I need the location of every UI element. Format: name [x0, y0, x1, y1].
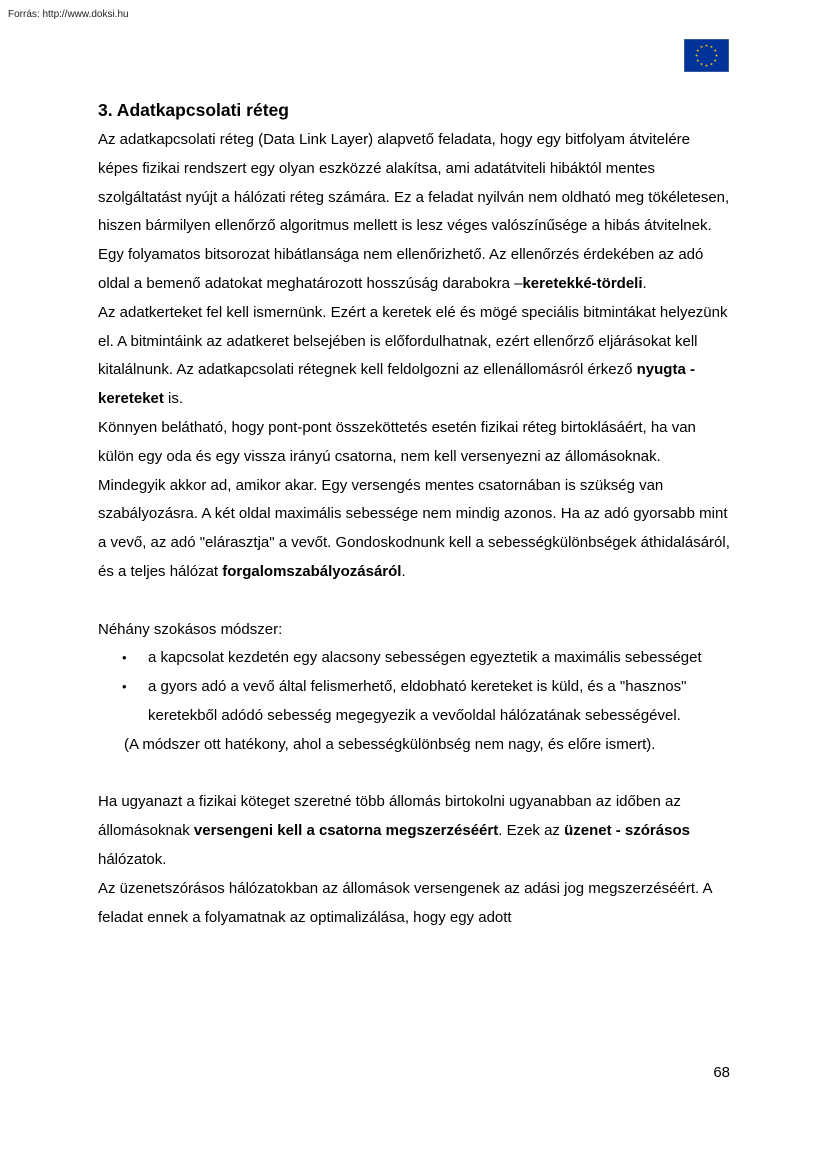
paragraph-intro: Az adatkapcsolati réteg (Data Link Layer) alapvető feladata, hogy egy bitfolyam átvitelére képes fizikai rendszert egy olyan eszközzé alakítsa, ami adatátviteli hibáktól mentes szolgáltatást nyújt a hálózati réteg számára. Ez a feladat nyilván nem oldható meg tökéletesen, hiszen bármilyen ellenőrző algoritmus mellett is lesz véges valószínűsége a hibás átvitelnek.: [98, 131, 730, 235]
list-item-text: a kapcsolat kezdetén egy alacsony sebességen egyeztetik a maximális sebességet: [148, 649, 702, 667]
list-item-text: a gyors adó a vevő által felismerhető, eldobható kereteket is küld, és a "hasznos" keretekből adódó sebesség megegyezik a vevőoldal hálózatának sebességével.: [148, 678, 687, 724]
list-item: [122, 644, 730, 673]
methods-note: (A módszer ott hatékony, ahol a sebességkülönbség nem nagy, és előre ismert).: [124, 735, 656, 753]
spacer: [98, 760, 730, 789]
paragraph-flow-control: [98, 414, 730, 587]
paragraph-frame-recognition: [98, 299, 730, 414]
paragraph-framing: [98, 241, 730, 299]
section-title: 3. Adatkapcsolati réteg: [98, 100, 289, 120]
eu-flag-icon: [684, 39, 729, 72]
paragraph-framing-end: .: [642, 274, 647, 292]
broadcast-term: üzenet - szórásos: [564, 822, 690, 840]
paragraph-frame-recognition-text: Az adatkerteket fel kell ismernünk. Ezért a keretek elé és mögé speciális bitmintákat helyezünk el. A bitmintáink az adatkeret belsejében is előfordulhatnak, ezért ellenőrző eljárásokat kell kitalálnunk. Az adatkapcsolati rétegnek kell feldolgozni az ellenállomásról érkező: [98, 303, 728, 379]
contention-term: versengeni kell a csatorna megszerzéséért: [193, 822, 499, 840]
methods-intro: Néhány szokásos módszer:: [98, 620, 283, 638]
methods-list: [98, 644, 730, 730]
spacer: [98, 587, 730, 616]
paragraph-contention-text: Ha ugyanazt a fizikai köteget szeretné több állomás birtokolni ugyanabban az időben az állomásoknak: [98, 793, 681, 840]
list-item: [122, 673, 730, 731]
bullet-icon: •: [122, 679, 127, 695]
paragraph-contention-mid: . Ezek az: [498, 822, 565, 840]
paragraph-flow-control-end: .: [401, 562, 406, 580]
flow-control-term: forgalomszabályozásáról: [222, 562, 402, 580]
paragraph-contention: [98, 788, 730, 874]
paragraph-framing-text: Egy folyamatos bitsorozat hibátlansága nem ellenőrizhető. Az ellenőrzés érdekében az adó oldal a bemenő adatokat meghatározott hosszúság darabokra –: [98, 246, 704, 292]
page-content: [98, 98, 730, 932]
ack-frames-term: nyugta - kereteket: [98, 361, 695, 408]
paragraph-contention-end: hálózatok.: [98, 850, 167, 868]
bullet-icon: •: [122, 650, 127, 666]
paragraph-broadcast: Az üzenetszórásos hálózatokban az állomások versengenek az adási jog megszerzéséért. A feladat ennek a folyamatnak az optimalizálása, hogy egy adott: [98, 879, 712, 926]
page-number: 68: [713, 1064, 730, 1081]
framing-term: keretekké-tördeli: [522, 274, 643, 292]
paragraph-frame-recognition-end: is.: [163, 390, 184, 408]
paragraph-flow-control-text: Könnyen belátható, hogy pont-pont összeköttetés esetén fizikai réteg birtoklásáért, ha van külön egy oda és egy vissza irányú csatorna, nem kell versenyezni az állomásoknak. Mindegyik akkor ad, amikor akar. Egy versengés mentes csatornában is szükség van szabályozásra. A két oldal maximális sebessége nem mindig azonos. Ha az adó gyorsabb mint a vevő, az adó "elárasztja" a vevőt. Gondoskodnunk kell a sebességkülönbségek áthidalásáról, és a teljes hálózat: [98, 418, 730, 580]
source-label: Forrás: http://www.doksi.hu: [8, 9, 129, 20]
